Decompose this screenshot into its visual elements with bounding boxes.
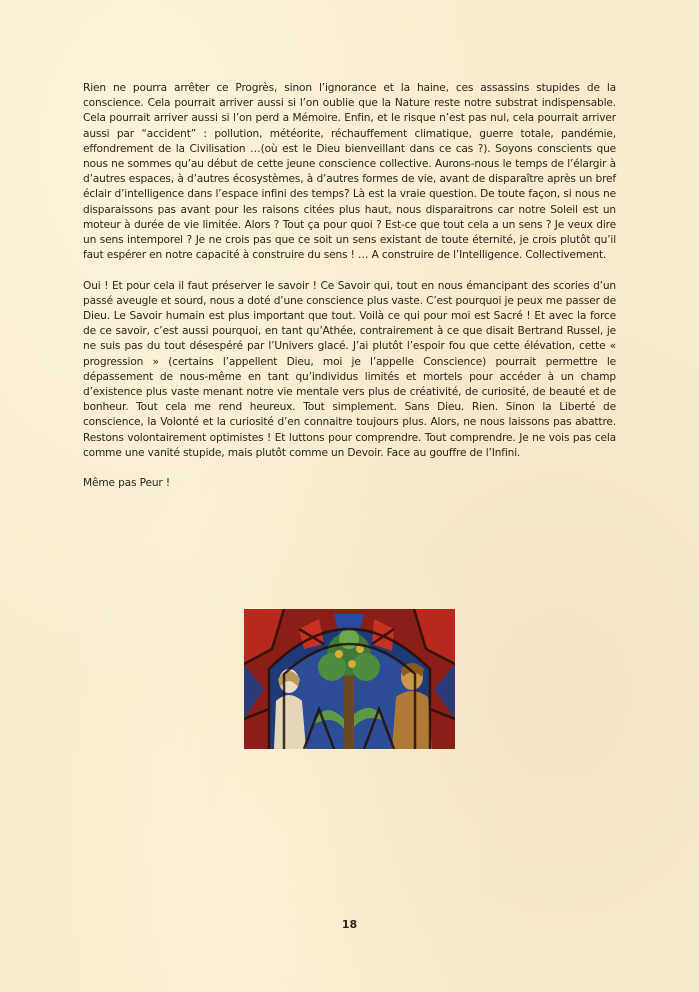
stained-glass-image: [244, 609, 455, 749]
paragraph-1: Rien ne pourra arrêter ce Progrès, sinon l’ignorance et la haine, ces assassins stupides de la conscience. Cela pourrait arriver aussi si l’on oublie que la Nature reste notre substrat indispensable. Cela pourrait arriver aussi si l’on perd a Mémoire. Enfin, et le risque n’est pas nul, cela pourrait arriver aussi par “accident” : pollution, météorite, réchauffement climatique, guerre totale, pandémie, effondrement de la Civilisation …(où est le Dieu bienveillant dans ce cas ?). Soyons conscients que nous ne sommes qu’au début de cette jeune conscience collective. Aurons-nous le temps de l’élargir à d’autres espaces, à d’autres écosystèmes, à d’autres formes de vie, avant de disparaître après un bref éclair d’intelligence dans l’espace infini des temps? Là est la vraie question. De toute façon, si nous ne disparaissons pas avant pour les raisons citées plus haut, nous disparaitrons car notre Soleil est un moteur à durée de vie limitée. Alors ? Tout ça pour quoi ? Est-ce que tout cela a un sens ? Je veux dire un sens intemporel ? Je ne crois pas que ce soit un sens existant de toute éternité, je crois plutôt qu’il faut espérer en notre capacité à construire du sens ! … A construire de l’Intelligence. Collectivement.: [83, 82, 616, 262]
paragraph-3: Même pas Peur !: [83, 477, 170, 490]
page-number: 18: [341, 918, 358, 931]
paragraph-2: Oui ! Et pour cela il faut préserver le savoir ! Ce Savoir qui, tout en nous émancipant des scories d’un passé aveugle et sourd, nous a doté d’une conscience plus vaste. C’est pourquoi je peux me passer de Dieu. Le Savoir humain est plus important que tout. Voilà ce qui pour moi est Sacré ! Et avec la force de ce savoir, c’est aussi pourquoi, en tant qu’Athée, contrairement à ce que disait Bertrand Russel, je ne suis pas du tout désespéré par l’Univers glacé. J’ai plutôt l’espoir fou que cette élévation, cette « progression » (certains l’appellent Dieu, moi je l’appelle Conscience) pourrait permettre le dépassement de nous-même en tant qu’individus limités et mortels pour accéder à un champ d’existence plus vaste menant notre vie mentale vers plus de créativité, de curiosité, de beauté et de bonheur. Tout cela me rend heureux. Tout simplement. Sans Dieu. Rien. Sinon la Liberté de conscience, la Volonté et la curiosité d’en connaitre toujours plus. Alors, ne nous laissons pas abattre. Restons volontairement optimistes ! Et luttons pour comprendre. Tout comprendre. Je ne vois pas cela comme une vanité stupide, mais plutôt comme un Devoir. Face au gouffre de l’Infini.: [83, 279, 616, 459]
body-text: [83, 81, 616, 507]
stained-glass-illustration: [244, 609, 455, 749]
